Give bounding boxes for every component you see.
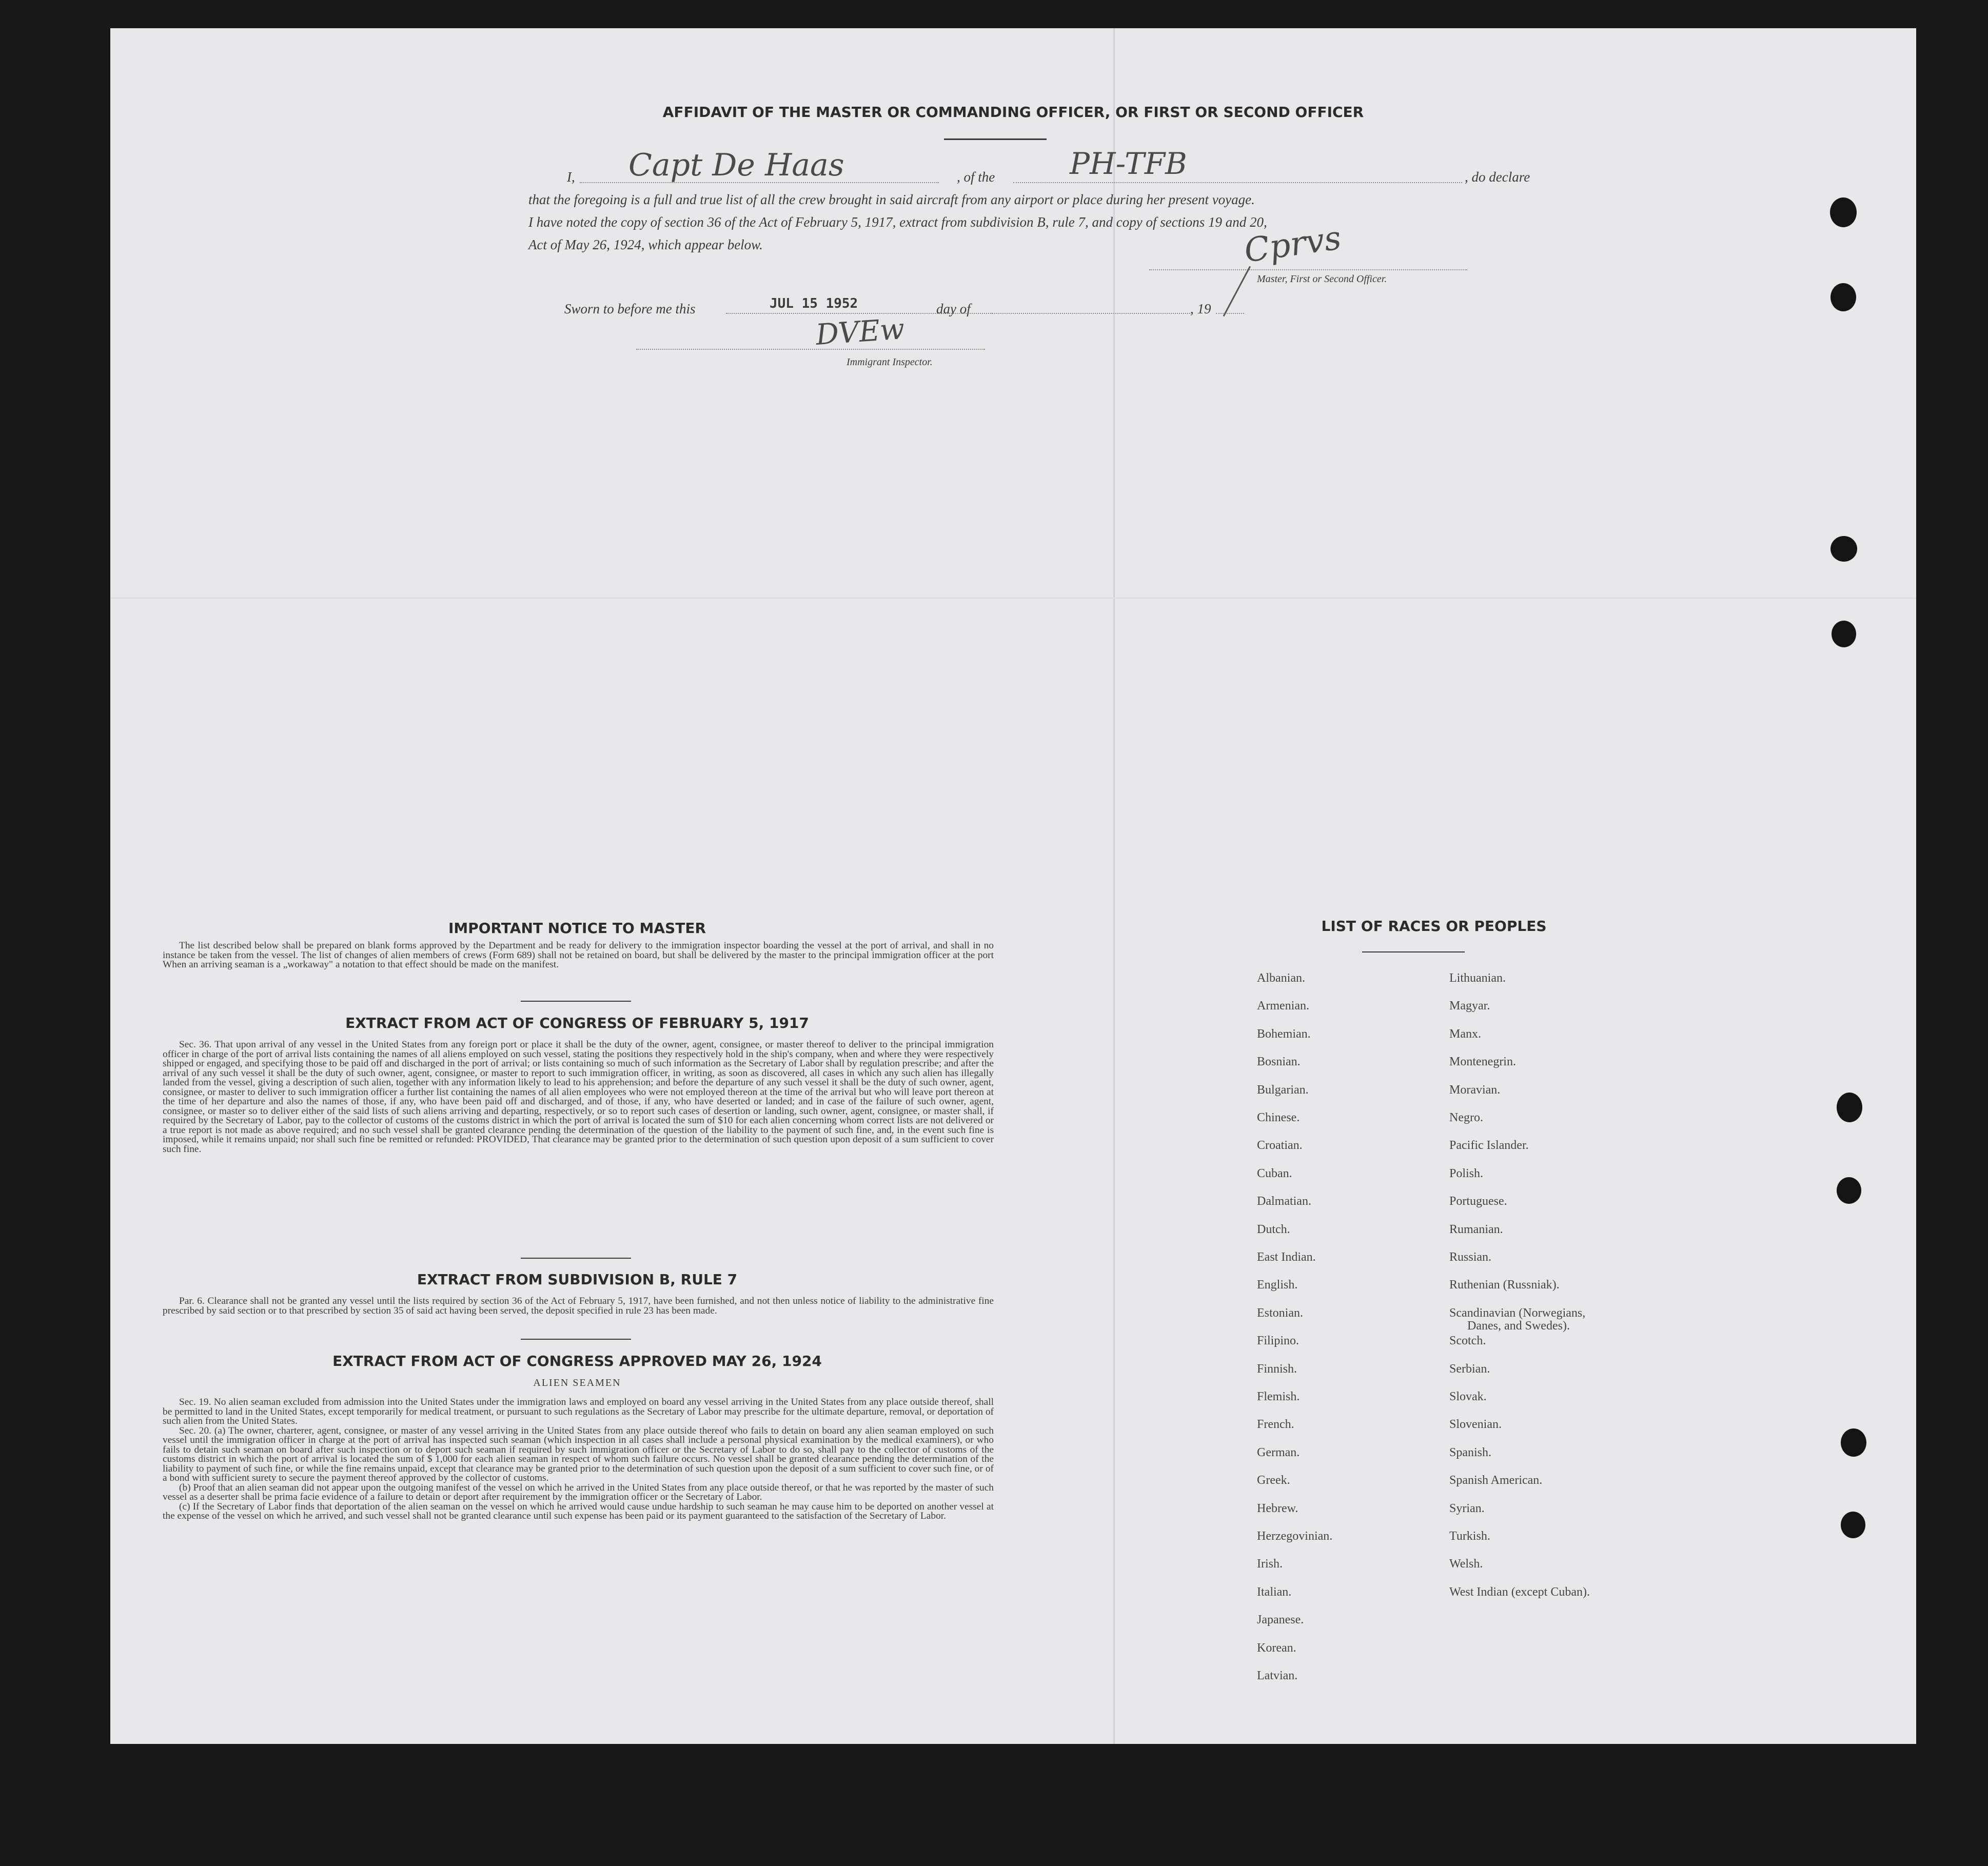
race-item: Magyar. xyxy=(1449,999,1490,1013)
fold-crease-vertical xyxy=(1113,28,1115,1744)
race-item: Negro. xyxy=(1449,1111,1483,1124)
inspector-signature: DVEw xyxy=(814,312,906,352)
race-item: Pacific Islander. xyxy=(1449,1139,1529,1153)
punch-hole xyxy=(1830,197,1857,227)
inspector-signature-line xyxy=(636,349,985,350)
of-the-label: , of the xyxy=(957,169,995,185)
officer-caption: Master, First or Second Officer. xyxy=(1257,273,1387,285)
race-item: Japanese. xyxy=(1257,1613,1304,1627)
race-item: Lithuanian. xyxy=(1449,971,1506,985)
i-label: I, xyxy=(567,169,575,185)
race-item: Dalmatian. xyxy=(1257,1195,1311,1208)
race-item: Danes, and Swedes). xyxy=(1467,1319,1570,1333)
punch-hole xyxy=(1830,283,1856,311)
sworn-date-stamp: JUL 15 1952 xyxy=(770,296,858,311)
race-item: Albanian. xyxy=(1257,971,1305,985)
race-item: Welsh. xyxy=(1449,1557,1483,1571)
race-item: Irish. xyxy=(1257,1557,1283,1571)
race-item: Manx. xyxy=(1449,1027,1481,1041)
race-item: French. xyxy=(1257,1418,1294,1432)
inspector-caption: Immigrant Inspector. xyxy=(847,356,933,368)
document-page xyxy=(110,28,1916,1744)
race-item: Slovenian. xyxy=(1449,1418,1502,1432)
race-item: Greek. xyxy=(1257,1474,1290,1487)
race-item: Estonian. xyxy=(1257,1306,1303,1320)
officer-signature-line xyxy=(1149,269,1467,270)
act-1924-text: Sec. 19. No alien seaman excluded from admission into the United States under the immigration laws and employed on board any vessel arriving in the United States from any place outside thereof, shall be permitted to land in the United States, except temporarily for medical treatment, or pursuant to such regulations as the Secretary of Labor may prescribe for the ultimate departure, removal, or deportation of such alien from the United States. Sec. 20. (a) The owner, charterer, agent, consignee, or master of any vessel arriving in the United States from any place outside thereof who fails to detain on board any alien seaman employed on such vessel until the immigration officer in charge at the port of arrival has inspected such seaman (which inspection in all cases shall include a personal physical examination by the medical examiners), or who fails to detain such seaman on board after such inspection or to deport such seaman if required by such immigration officer or the Secretary of Labor to do so, shall pay to the collector of customs of the customs district in which the port of arrival is located the sum of $ 1,000 for each alien seaman in respect of whom such failure occurs. No vessel shall be granted clearance pending the determination of the liability to payment of such fine, or while the fine remains unpaid, except that clearance may be granted prior to the determination of such question upon the deposit of a sum sufficient to cover such fine, or of a bond with sufficient surety to secure the payment thereof approved by the collector of customs. (b) Proof that an alien seaman did not appear upon the outgoing manifest of the vessel on which he arrived in the United States from any place outside thereof, or that he was reported by the master of such vessel as a deserter shall be prima facie evidence of a failure to detain or deport after requirement by the immigration officer or the Secretary of Labor. (c) If the Secretary of Labor finds that deportation of the alien seaman on the vessel on which he arrived would cause undue hardship to such seaman he may cause him to be deported on another vessel at the expense of the vessel on which he arrived, and such vessel shall not be granted clearance until such expense has been paid or its payment guaranteed to the satisfaction of the Secretary of Labor. xyxy=(163,1397,994,1521)
month-blank xyxy=(980,313,1190,314)
race-item: German. xyxy=(1257,1445,1300,1459)
race-item: Slovak. xyxy=(1449,1390,1487,1403)
race-item: Polish. xyxy=(1449,1166,1484,1180)
punch-hole xyxy=(1841,1512,1865,1538)
race-item: Russian. xyxy=(1449,1250,1492,1264)
race-item: Scandinavian (Norwegians, xyxy=(1449,1306,1586,1320)
act-1917-title: EXTRACT FROM ACT OF CONGRESS OF FEBRUARY 5, 1917 xyxy=(345,1015,809,1031)
race-item: Turkish. xyxy=(1449,1530,1490,1543)
race-item: Flemish. xyxy=(1257,1390,1300,1403)
section-rule xyxy=(521,1001,631,1002)
race-item: Rumanian. xyxy=(1449,1222,1503,1236)
rule-7-title: EXTRACT FROM SUBDIVISION B, RULE 7 xyxy=(417,1271,738,1288)
declaration-line: that the foregoing is a full and true list of all the crew brought in said aircraft from any airport or place during her present voyage. xyxy=(528,192,1255,207)
race-item: Croatian. xyxy=(1257,1139,1303,1153)
aircraft-id-handwritten: PH-TFB xyxy=(1070,146,1187,181)
year-label: , 19 xyxy=(1190,301,1211,316)
aircraft-blank xyxy=(1013,182,1462,183)
race-item: Portuguese. xyxy=(1449,1195,1507,1208)
races-title-rule xyxy=(1362,951,1465,952)
races-title: LIST OF RACES OR PEOPLES xyxy=(1321,918,1547,935)
act-1924-title: EXTRACT FROM ACT OF CONGRESS APPROVED MAY 26, 1924 xyxy=(332,1353,822,1369)
race-item: Latvian. xyxy=(1257,1669,1298,1682)
race-item: Scotch. xyxy=(1449,1334,1486,1348)
year-blank xyxy=(1216,313,1244,314)
punch-hole xyxy=(1841,1428,1866,1457)
race-item: Bohemian. xyxy=(1257,1027,1311,1041)
race-item: Syrian. xyxy=(1449,1501,1485,1515)
race-item: Spanish. xyxy=(1449,1445,1492,1459)
race-item: Chinese. xyxy=(1257,1111,1300,1124)
race-item: Montenegrin. xyxy=(1449,1055,1516,1069)
officer-signature: Cprvs xyxy=(1242,219,1344,270)
race-item: Cuban. xyxy=(1257,1166,1292,1180)
race-item: Hebrew. xyxy=(1257,1501,1298,1515)
race-item: Korean. xyxy=(1257,1641,1296,1655)
race-item: Dutch. xyxy=(1257,1222,1290,1236)
affidavit-title: AFFIDAVIT OF THE MASTER OR COMMANDING OFFICER, OR FIRST OR SECOND OFFICER xyxy=(662,104,1364,121)
rule-7-text: Par. 6. Clearance shall not be granted any vessel until the lists required by section 36 of the Act of February 5, 1917, have been furnished, and not then unless notice of liability to the administrative fine prescribed by said section or to that prescribed by section 35 of said act having been served, the deposit specified in rule 23 has been made. xyxy=(163,1296,994,1316)
race-item: Serbian. xyxy=(1449,1362,1490,1376)
race-item: Bosnian. xyxy=(1257,1055,1301,1069)
race-item: Filipino. xyxy=(1257,1334,1300,1348)
race-item: Finnish. xyxy=(1257,1362,1297,1376)
race-item: Armenian. xyxy=(1257,999,1309,1013)
punch-hole xyxy=(1830,536,1857,562)
race-item: Herzegovinian. xyxy=(1257,1530,1333,1543)
punch-hole xyxy=(1837,1177,1861,1204)
race-item: East Indian. xyxy=(1257,1250,1316,1264)
section-rule xyxy=(521,1258,631,1259)
race-item: Moravian. xyxy=(1449,1083,1501,1097)
declaration-line: I have noted the copy of section 36 of the Act of February 5, 1917, extract from subdivision B, rule 7, and copy of sections 19 and 20, xyxy=(528,214,1267,230)
notice-text: The list described below shall be prepared on blank forms approved by the Department and be ready for delivery to the immigration inspector boarding the vessel at the port of arrival, and shall in no instance be taken from the vessel. The list of changes of alien members of crews (Form 689) shall not be retained on board, but shall be delivered by the master to the principal immigration officer at the port When an arriving seaman is a „workaway" a notation to that effect should be made on the manifest. xyxy=(163,940,994,970)
pen-stroke xyxy=(1223,266,1251,317)
race-item: West Indian (except Cuban). xyxy=(1449,1585,1590,1599)
race-item: Spanish American. xyxy=(1449,1474,1543,1487)
notice-title: IMPORTANT NOTICE TO MASTER xyxy=(448,920,706,937)
race-item: Ruthenian (Russniak). xyxy=(1449,1278,1560,1292)
title-rule xyxy=(944,138,1047,140)
race-item: English. xyxy=(1257,1278,1298,1292)
punch-hole xyxy=(1837,1093,1862,1122)
fold-crease-horizontal xyxy=(110,598,1916,599)
race-item: Bulgarian. xyxy=(1257,1083,1309,1097)
day-of-label: day of xyxy=(936,301,971,316)
section-rule xyxy=(521,1339,631,1340)
race-item: Italian. xyxy=(1257,1585,1292,1599)
sworn-label: Sworn to before me this xyxy=(564,301,696,316)
alien-seamen-subtitle: ALIEN SEAMEN xyxy=(533,1377,621,1388)
declare-label: , do declare xyxy=(1465,169,1530,185)
act-1917-text: Sec. 36. That upon arrival of any vessel in the United States from any foreign port or place it shall be the duty of the owner, agent, consignee, or master thereof to deliver to the principal immigration officer in charge of the port of arrival lists containing the names of all aliens employed on such vessel, stating the positions they respectively hold in the ship's company, when and where they were respectively shipped or engaged, and specifying those to be paid off and discharged in the port of arrival; or lists containing so much of such information as the Secretary of Labor shall by regulation prescribe; and after the arrival of any such vessel it shall be the duty of such owner, agent, consignee, or master to report to such immigration officer, in writing, as soon as discovered, all cases in which any such alien has illegally landed from the vessel, giving a description of such alien, together with any information likely to lead to his apprehension; and before the departure of any such vessel it shall be the duty of such owner, agent, consignee, or master to deliver to such immigration officer a further list containing the names of all alien employees who were not employed thereon at the time of the arrival but who will leave port thereon at the time of her departure and also the names of those, if any, who have been paid off and discharged, and of those, if any, who have deserted or landed; and in case of the failure of such owner, agent, consignee, or master so to deliver either of the said lists of such aliens arriving and departing, respectively, or so to report such cases of desertion or landing, such owner, agent, consignee, or master shall, if required by the Secretary of Labor, pay to the collector of customs of the customs district in which the port of arrival is located the sum of $10 for each alien concerning whom correct lists are not delivered or a true report is not made as above required; and no such vessel shall be granted clearance pending the determination of the question of the liability to the payment of such fine, and, in the event such fine is imposed, while it remains unpaid; nor shall such fine be remitted or refunded: PROVIDED, That clearance may be granted prior to the determination of such question upon deposit of a sum sufficient to cover such fine. xyxy=(163,1039,994,1155)
master-name-handwritten: Capt De Haas xyxy=(628,147,844,183)
declaration-line: Act of May 26, 1924, which appear below. xyxy=(528,237,763,252)
punch-hole xyxy=(1832,621,1856,647)
